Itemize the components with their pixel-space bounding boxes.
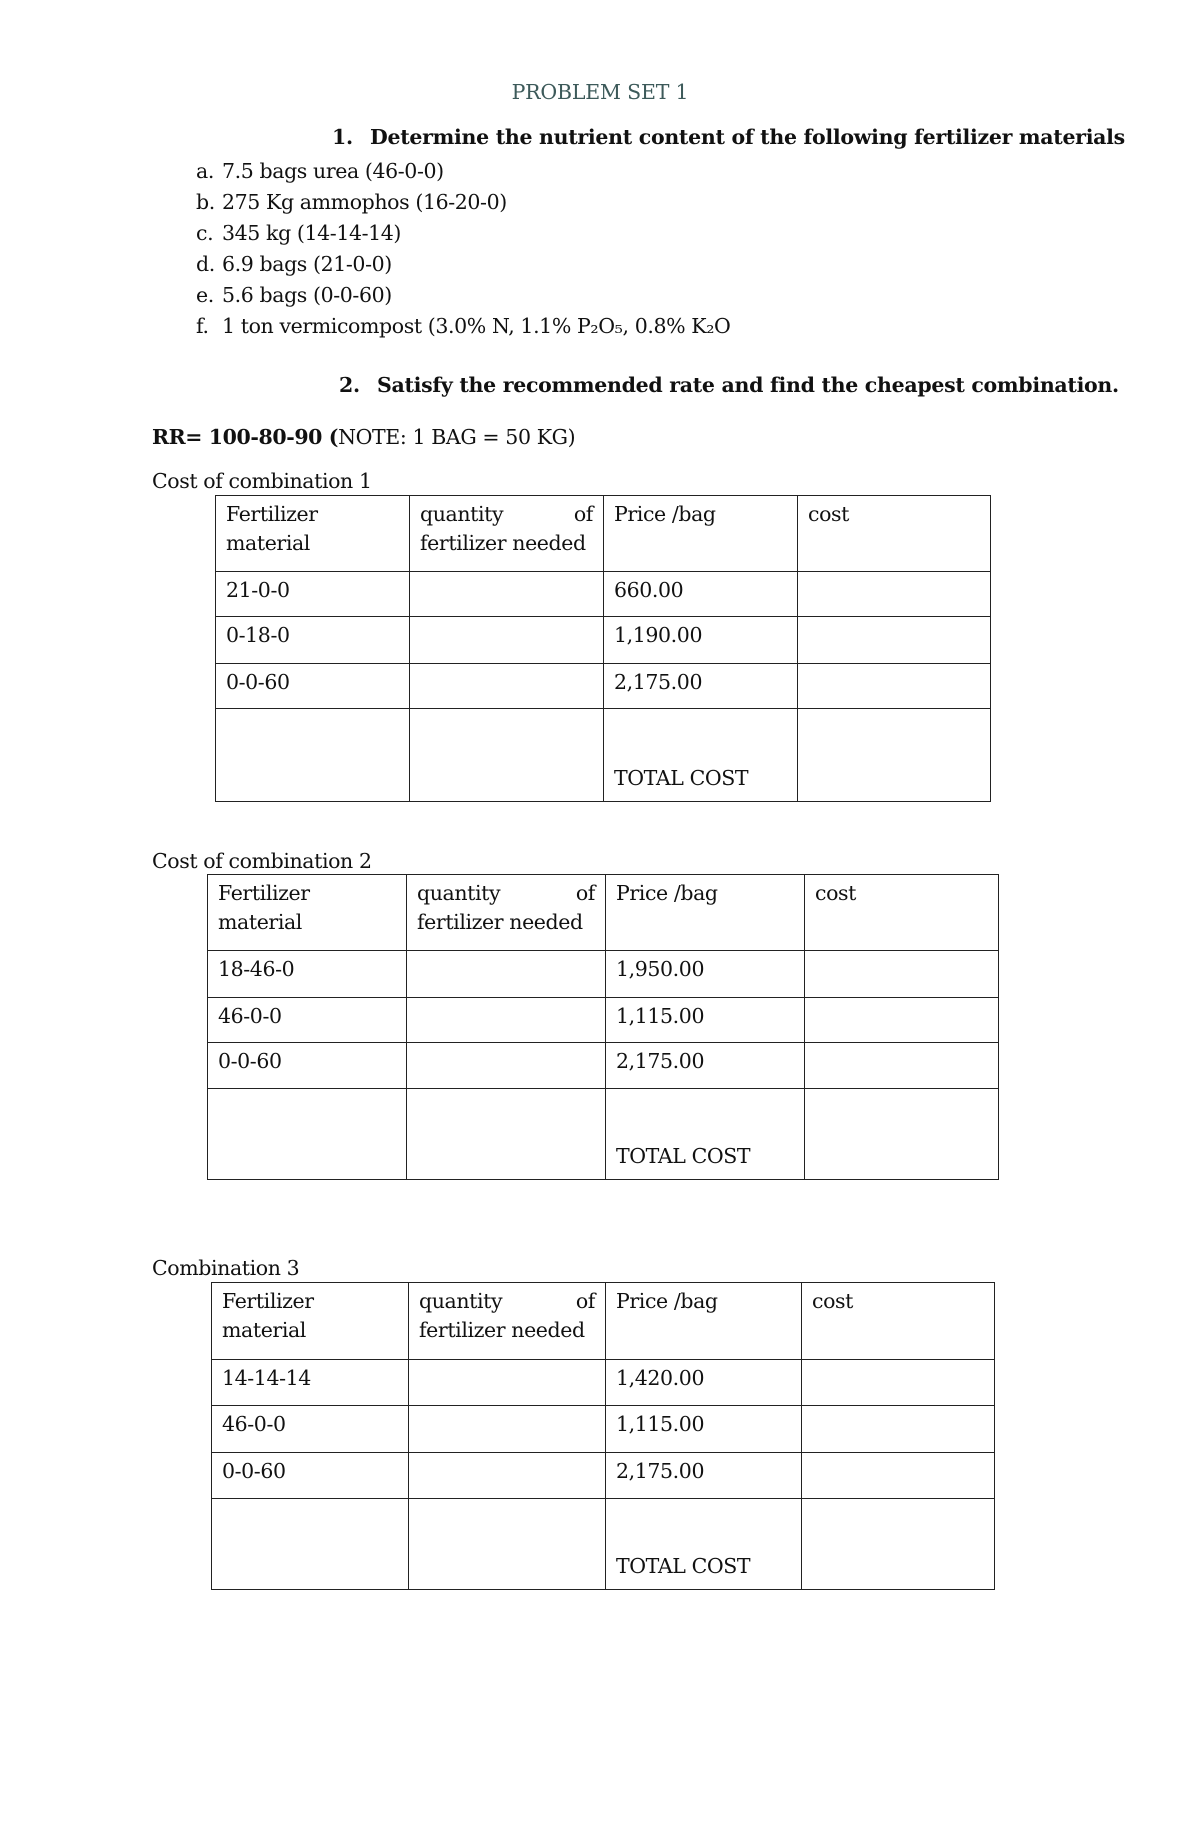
material-cell: 0-0-60 — [212, 1453, 409, 1499]
question-2-heading — [339, 373, 1119, 397]
header-quantity-line2: fertilizer needed — [419, 1318, 585, 1342]
header-cost: cost — [802, 1283, 995, 1360]
total-row — [216, 709, 991, 802]
cost-cell[interactable] — [798, 572, 991, 617]
total-row — [208, 1089, 999, 1180]
table-row — [216, 617, 991, 664]
list-letter: d. — [196, 252, 215, 276]
list-item — [196, 311, 730, 342]
table-row — [212, 1453, 995, 1499]
table-row — [208, 998, 999, 1043]
empty-cell — [216, 709, 410, 802]
header-quantity — [410, 496, 604, 572]
price-cell: 1,115.00 — [606, 998, 805, 1043]
header-material: Fertilizer material — [212, 1283, 409, 1360]
empty-cell — [212, 1499, 409, 1590]
quantity-cell[interactable] — [407, 951, 606, 998]
combination-2-caption: Cost of combination 2 — [152, 849, 372, 873]
price-cell: 1,190.00 — [604, 617, 798, 664]
table-row — [212, 1406, 995, 1453]
question-number: 2. — [339, 373, 360, 397]
material-cell: 46-0-0 — [208, 998, 407, 1043]
list-text: 1 ton vermicompost (3.0% N, 1.1% P₂O₅, 0.8% K₂O — [222, 314, 731, 338]
cost-cell[interactable] — [802, 1453, 995, 1499]
combination-3-caption: Combination 3 — [152, 1256, 300, 1280]
cost-cell[interactable] — [798, 664, 991, 709]
header-quantity-word: quantity — [417, 881, 501, 905]
empty-cell — [409, 1499, 606, 1590]
header-quantity-word: quantity — [419, 1289, 503, 1313]
material-cell: 0-18-0 — [216, 617, 410, 664]
header-price: Price /bag — [604, 496, 798, 572]
price-cell: 1,950.00 — [606, 951, 805, 998]
quantity-cell[interactable] — [410, 617, 604, 664]
total-cost-label: TOTAL COST — [604, 709, 798, 802]
price-cell: 2,175.00 — [606, 1043, 805, 1089]
total-cost-value[interactable] — [798, 709, 991, 802]
material-cell: 46-0-0 — [212, 1406, 409, 1453]
total-cost-value[interactable] — [802, 1499, 995, 1590]
total-cost-value[interactable] — [805, 1089, 999, 1180]
fertilizer-list — [196, 156, 730, 342]
header-of-word: of — [575, 1289, 595, 1313]
list-letter: f. — [196, 314, 209, 338]
list-item — [196, 156, 730, 187]
question-number: 1. — [332, 125, 353, 149]
quantity-cell[interactable] — [409, 1360, 606, 1406]
table-row — [212, 1360, 995, 1406]
header-quantity-word: quantity — [420, 502, 504, 526]
table-header-row — [212, 1283, 995, 1360]
total-row — [212, 1499, 995, 1590]
header-quantity-line2: fertilizer needed — [420, 531, 586, 555]
header-of-word: of — [575, 881, 595, 905]
page-title: PROBLEM SET 1 — [511, 80, 689, 104]
header-material: Fertilizer material — [216, 496, 410, 572]
list-text: 6.9 bags (21-0-0) — [222, 252, 392, 276]
cost-cell[interactable] — [805, 1043, 999, 1089]
total-cost-label: TOTAL COST — [606, 1089, 805, 1180]
list-letter: b. — [196, 190, 215, 214]
total-cost-label: TOTAL COST — [606, 1499, 802, 1590]
price-cell: 2,175.00 — [606, 1453, 802, 1499]
price-cell: 660.00 — [604, 572, 798, 617]
rr-label: RR= 100-80-90 ( — [152, 425, 339, 449]
quantity-cell[interactable] — [410, 572, 604, 617]
material-cell: 0-0-60 — [208, 1043, 407, 1089]
list-text: 5.6 bags (0-0-60) — [222, 283, 392, 307]
empty-cell — [410, 709, 604, 802]
material-cell: 18-46-0 — [208, 951, 407, 998]
combination-1-caption: Cost of combination 1 — [152, 469, 372, 493]
combination-3-table — [211, 1282, 995, 1590]
question-text: Satisfy the recommended rate and find the cheapest combination. — [377, 373, 1119, 397]
cost-cell[interactable] — [805, 951, 999, 998]
header-material: Fertilizer material — [208, 875, 407, 951]
header-cost: cost — [798, 496, 991, 572]
empty-cell — [407, 1089, 606, 1180]
table-row — [216, 572, 991, 617]
list-text: 275 Kg ammophos (16-20-0) — [222, 190, 507, 214]
header-cost: cost — [805, 875, 999, 951]
recommended-rate — [152, 425, 575, 449]
quantity-cell[interactable] — [410, 664, 604, 709]
list-letter: a. — [196, 159, 214, 183]
question-1-heading — [332, 125, 1125, 149]
cost-cell[interactable] — [802, 1406, 995, 1453]
table-row — [208, 951, 999, 998]
table-header-row — [216, 496, 991, 572]
cost-cell[interactable] — [805, 998, 999, 1043]
quantity-cell[interactable] — [407, 998, 606, 1043]
table-header-row — [208, 875, 999, 951]
material-cell: 21-0-0 — [216, 572, 410, 617]
list-letter: c. — [196, 221, 214, 245]
material-cell: 0-0-60 — [216, 664, 410, 709]
header-of-word: of — [573, 502, 593, 526]
list-text: 7.5 bags urea (46-0-0) — [222, 159, 444, 183]
header-quantity — [407, 875, 606, 951]
combination-2-table — [207, 874, 999, 1180]
quantity-cell[interactable] — [409, 1453, 606, 1499]
list-item — [196, 249, 730, 280]
material-cell: 14-14-14 — [212, 1360, 409, 1406]
list-letter: e. — [196, 283, 214, 307]
question-text: Determine the nutrient content of the following fertilizer materials — [370, 125, 1125, 149]
list-text: 345 kg (14-14-14) — [222, 221, 402, 245]
list-item — [196, 280, 730, 311]
list-item — [196, 187, 730, 218]
price-cell: 1,420.00 — [606, 1360, 802, 1406]
price-cell: 2,175.00 — [604, 664, 798, 709]
quantity-cell[interactable] — [409, 1406, 606, 1453]
header-price: Price /bag — [606, 875, 805, 951]
cost-cell[interactable] — [802, 1360, 995, 1406]
table-row — [208, 1043, 999, 1089]
empty-cell — [208, 1089, 407, 1180]
quantity-cell[interactable] — [407, 1043, 606, 1089]
header-price: Price /bag — [606, 1283, 802, 1360]
rr-note: NOTE: 1 BAG = 50 KG) — [338, 425, 576, 449]
combination-1-table — [215, 495, 991, 802]
cost-cell[interactable] — [798, 617, 991, 664]
table-row — [216, 664, 991, 709]
header-quantity-line2: fertilizer needed — [417, 910, 583, 934]
price-cell: 1,115.00 — [606, 1406, 802, 1453]
list-item — [196, 218, 730, 249]
header-quantity — [409, 1283, 606, 1360]
